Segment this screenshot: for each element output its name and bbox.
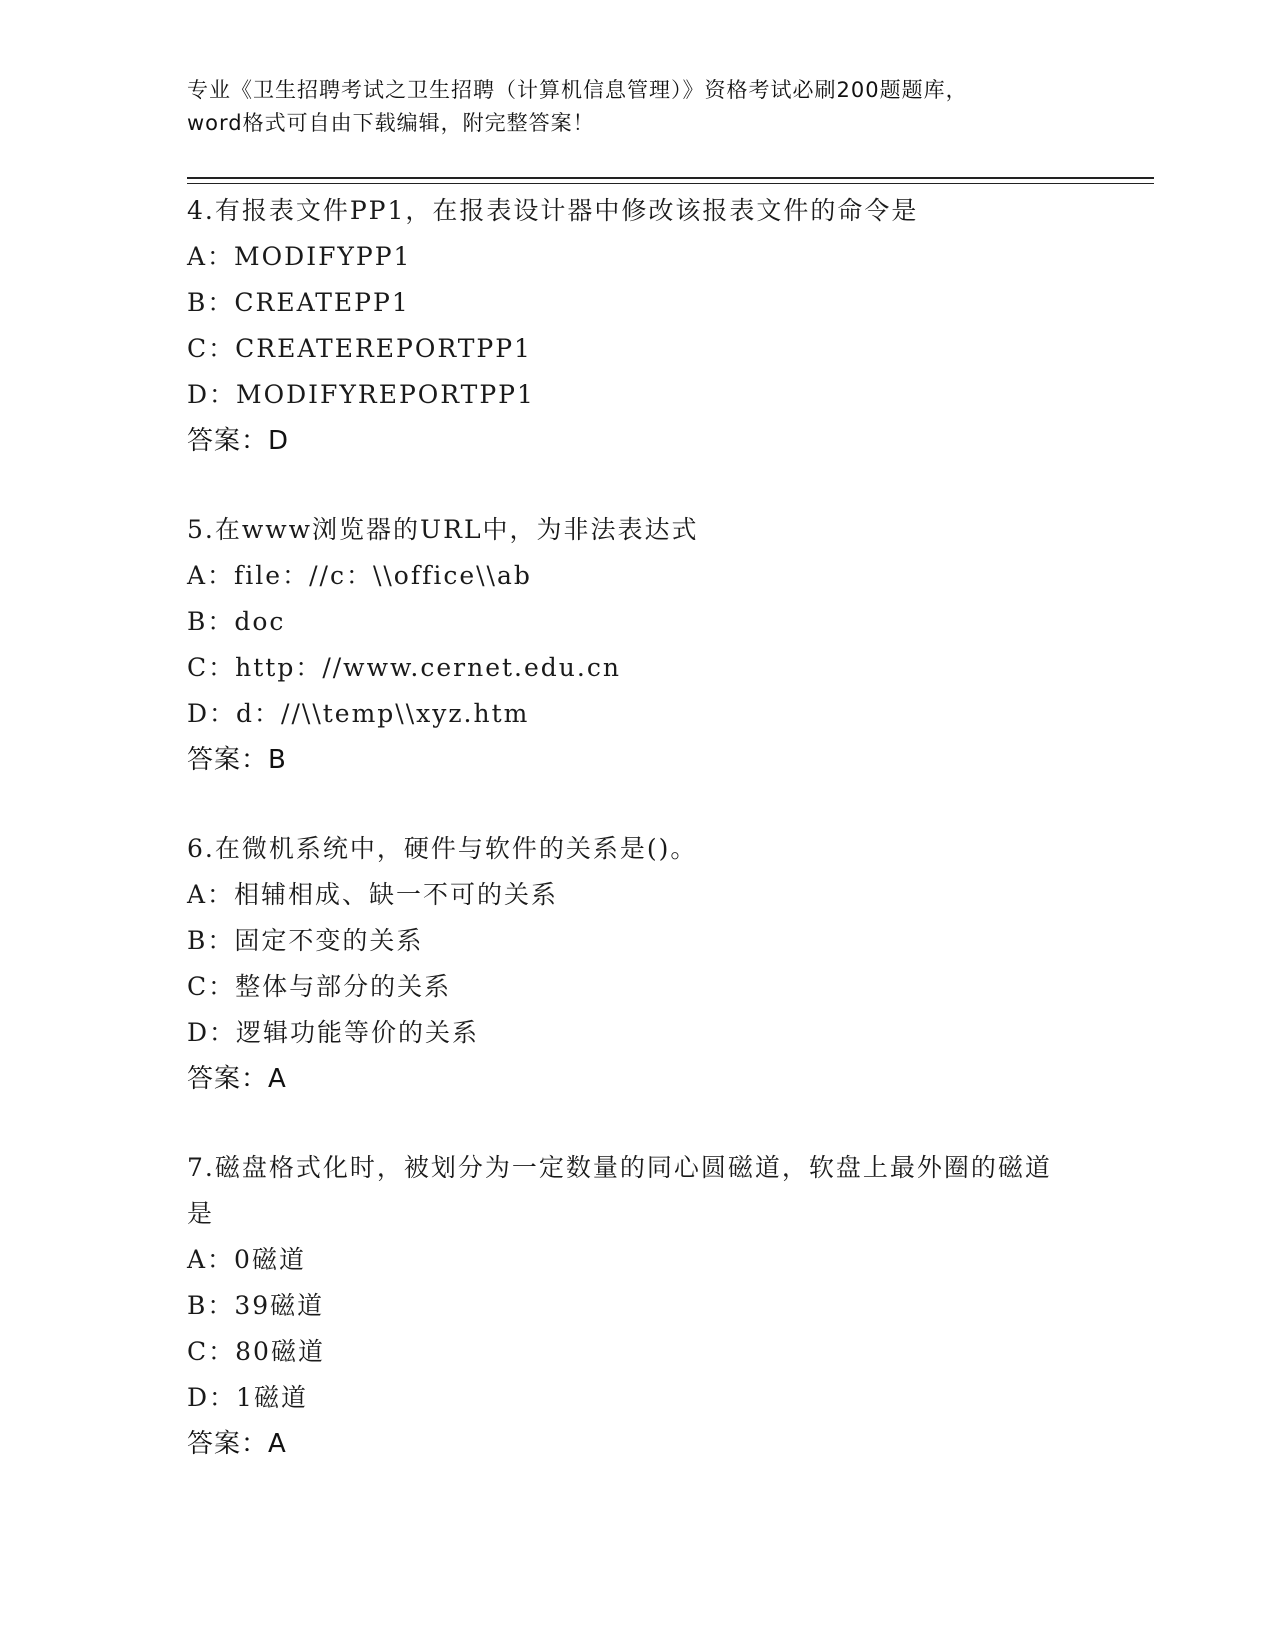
question-7	[187, 1145, 1087, 1467]
option-d: D：MODIFYREPORTPP1	[187, 380, 535, 409]
answer-line: 答案：A	[187, 1429, 287, 1459]
option-d: D：逻辑功能等价的关系	[187, 1018, 480, 1047]
option-c: C：80磁道	[187, 1337, 325, 1366]
question-stem: 4.有报表文件PP1，在报表设计器中修改该报表文件的命令是	[187, 196, 919, 225]
question-stem: 6.在微机系统中，硬件与软件的关系是()。	[187, 834, 698, 863]
question-stem: 7.磁盘格式化时，被划分为一定数量的同心圆磁道，软盘上最外圈的磁道是	[187, 1153, 1052, 1228]
header-line-1: 专业《卫生招聘考试之卫生招聘（计算机信息管理）》资格考试必刷200题题库，	[187, 78, 968, 102]
option-d: D：d：//\\temp\\xyz.htm	[187, 699, 530, 728]
option-b: B：doc	[187, 607, 286, 636]
option-b: B：CREATEPP1	[187, 288, 410, 317]
header-line-2: word格式可自由下载编辑，附完整答案！	[187, 111, 595, 135]
option-c: C：CREATEREPORTPP1	[187, 334, 532, 363]
document-header	[187, 74, 1087, 140]
option-a: A：MODIFYPP1	[187, 242, 412, 271]
header-divider-thick	[187, 177, 1154, 179]
question-4	[187, 188, 1087, 464]
question-6	[187, 826, 1087, 1102]
option-d: D：1磁道	[187, 1383, 308, 1412]
option-b: B：固定不变的关系	[187, 926, 424, 955]
question-stem: 5.在www浏览器的URL中，为非法表达式	[187, 515, 699, 544]
answer-line: 答案：B	[187, 745, 287, 775]
option-a: A：相辅相成、缺一不可的关系	[187, 880, 559, 909]
option-a: A：0磁道	[187, 1245, 306, 1274]
option-c: C：http：//www.cernet.edu.cn	[187, 653, 621, 682]
answer-line: 答案：D	[187, 426, 290, 456]
question-5	[187, 507, 1087, 783]
option-a: A：file：//c：\\office\\ab	[187, 561, 532, 590]
answer-line: 答案：A	[187, 1064, 287, 1094]
header-divider-thin	[187, 183, 1154, 184]
option-c: C：整体与部分的关系	[187, 972, 452, 1001]
option-b: B：39磁道	[187, 1291, 325, 1320]
